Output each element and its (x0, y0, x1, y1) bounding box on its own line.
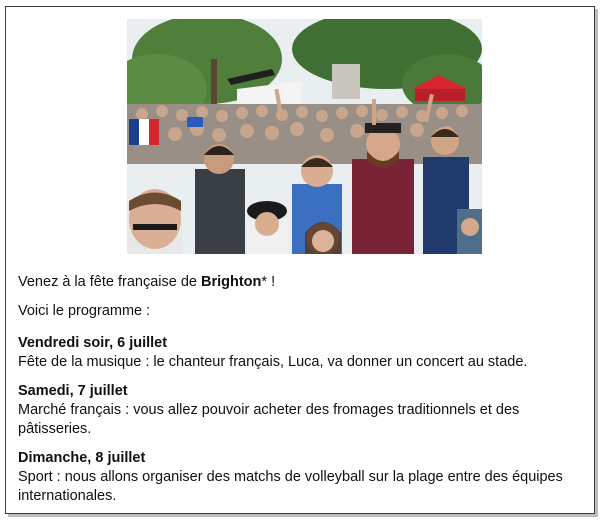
intro-place: Brighton (201, 274, 262, 290)
day-description: Fête de la musique : le chanteur français, Luca, va donner un concert au stade. (18, 354, 528, 370)
intro-after: * ! (261, 274, 276, 290)
document-frame (5, 6, 595, 514)
programme-label: Voici le programme : (18, 303, 151, 319)
day-block-sunday (18, 449, 584, 506)
day-title: Dimanche, 8 juillet (18, 450, 146, 466)
intro-line (18, 273, 584, 292)
intro-before: Venez à la fête française de (18, 274, 201, 290)
day-title: Vendredi soir, 6 juillet (18, 335, 168, 351)
day-block-friday (18, 334, 584, 372)
programme-text (18, 273, 584, 516)
day-block-saturday (18, 382, 584, 439)
day-description: Marché français : vous allez pouvoir acheter des fromages traditionnels et des pâtisseries. (18, 402, 520, 437)
festival-crowd-photo (127, 19, 482, 254)
day-description: Sport : nous allons organiser des matchs de volleyball sur la plage entre des équipes internationales. (18, 469, 563, 504)
day-title: Samedi, 7 juillet (18, 383, 128, 399)
